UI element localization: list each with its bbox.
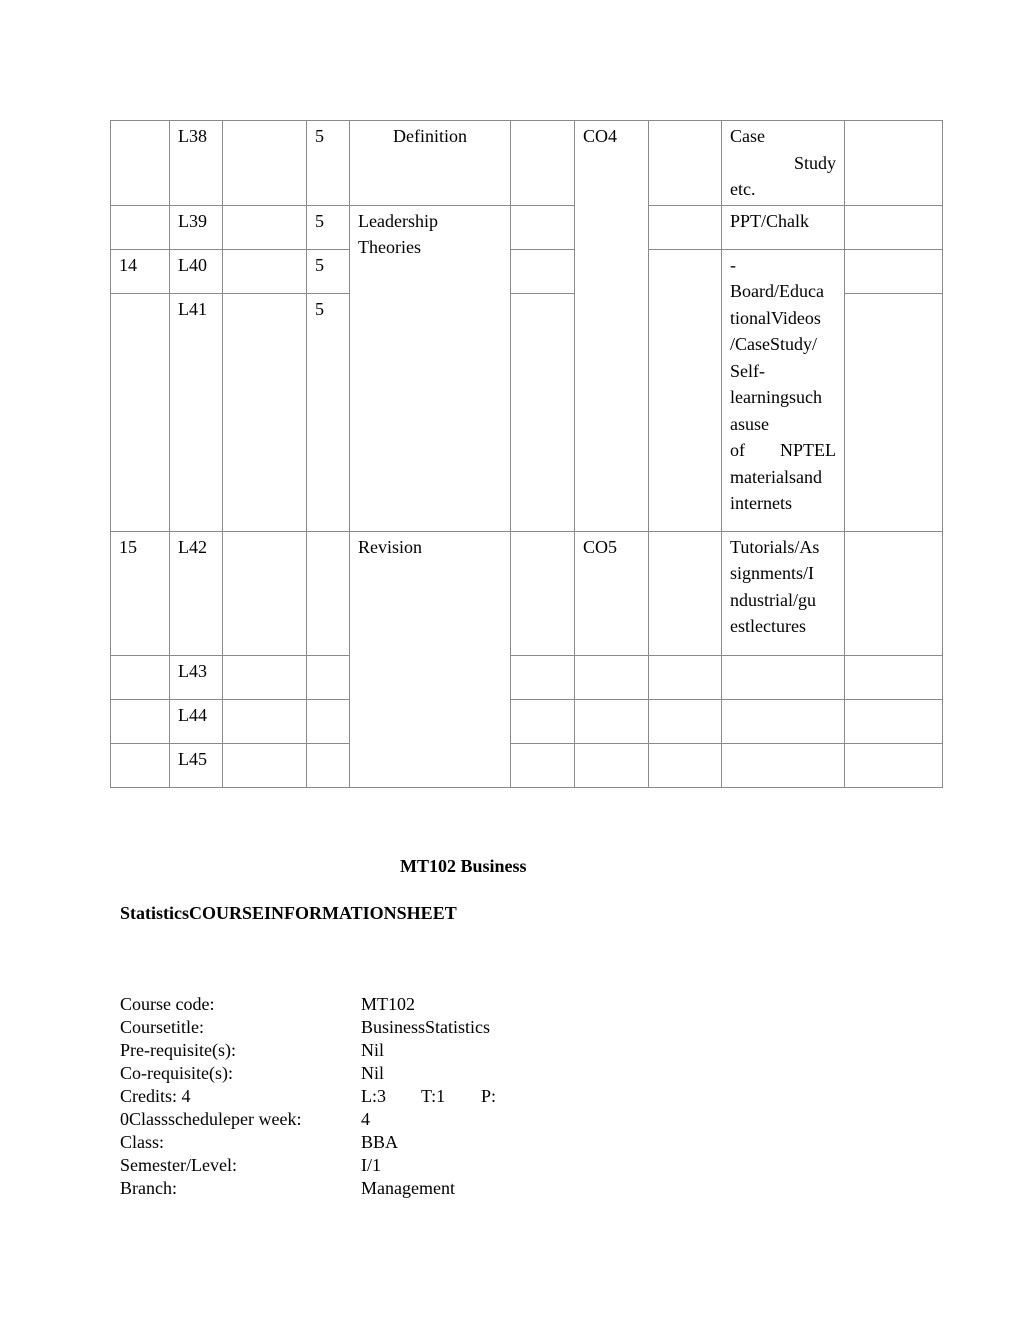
lecture-cell: L41	[170, 293, 223, 531]
branch-row: Branch: Management	[120, 1178, 455, 1198]
topic-cell: Revision	[350, 531, 511, 787]
method-cell: - Board/Educa tionalVideos /CaseStudy/ Self- learningsuch asuse of NPTEL materialsand internets	[722, 249, 845, 531]
semester-row: Semester/Level: I/1	[120, 1155, 381, 1175]
course-info-block	[120, 993, 496, 1200]
method-cell: PPT/Chalk	[722, 205, 845, 249]
topic-cell: Definition	[350, 121, 511, 206]
table-row	[111, 531, 943, 655]
lecture-cell: L38	[170, 121, 223, 206]
hours-cell: 5	[307, 205, 350, 249]
hours-cell: 5	[307, 249, 350, 293]
class-schedule-row: 0Classscheduleper week: 4	[120, 1109, 370, 1129]
course-heading-line2: StatisticsCOURSEINFORMATIONSHEET	[120, 903, 457, 923]
method-cell: Tutorials/As signments/I ndustrial/gu estlectures	[722, 531, 845, 655]
lecture-cell: L45	[170, 743, 223, 787]
course-code-row: Course code: MT102	[120, 994, 415, 1014]
week-cell: 15	[111, 531, 170, 655]
week-cell: 14	[111, 249, 170, 293]
lecture-cell: L39	[170, 205, 223, 249]
topic-cell: Leadership Theories	[350, 205, 511, 531]
class-row: Class: BBA	[120, 1132, 399, 1152]
table-row	[111, 655, 943, 699]
lecture-schedule-table	[110, 120, 943, 788]
prerequisite-row: Pre-requisite(s): Nil	[120, 1040, 385, 1060]
course-heading-line1: MT102 Business	[400, 856, 527, 876]
hours-cell: 5	[307, 293, 350, 531]
table-row	[111, 205, 943, 249]
lecture-cell: L44	[170, 699, 223, 743]
table-row	[111, 121, 943, 206]
table-row	[111, 249, 943, 293]
lecture-cell: L43	[170, 655, 223, 699]
method-cell: Case Study etc.	[722, 121, 845, 206]
course-title-row: Coursetitle: BusinessStatistics	[120, 1017, 491, 1037]
lecture-cell: L42	[170, 531, 223, 655]
week-cell	[111, 121, 170, 206]
lecture-cell: L40	[170, 249, 223, 293]
table-row	[111, 699, 943, 743]
table-row	[111, 743, 943, 787]
co-cell: CO4	[575, 121, 649, 532]
co-cell: CO5	[575, 531, 649, 655]
credits-row: Credits: 4 L:3 T:1 P:	[120, 1086, 497, 1106]
hours-cell: 5	[307, 121, 350, 206]
corequisite-row: Co-requisite(s): Nil	[120, 1063, 385, 1083]
